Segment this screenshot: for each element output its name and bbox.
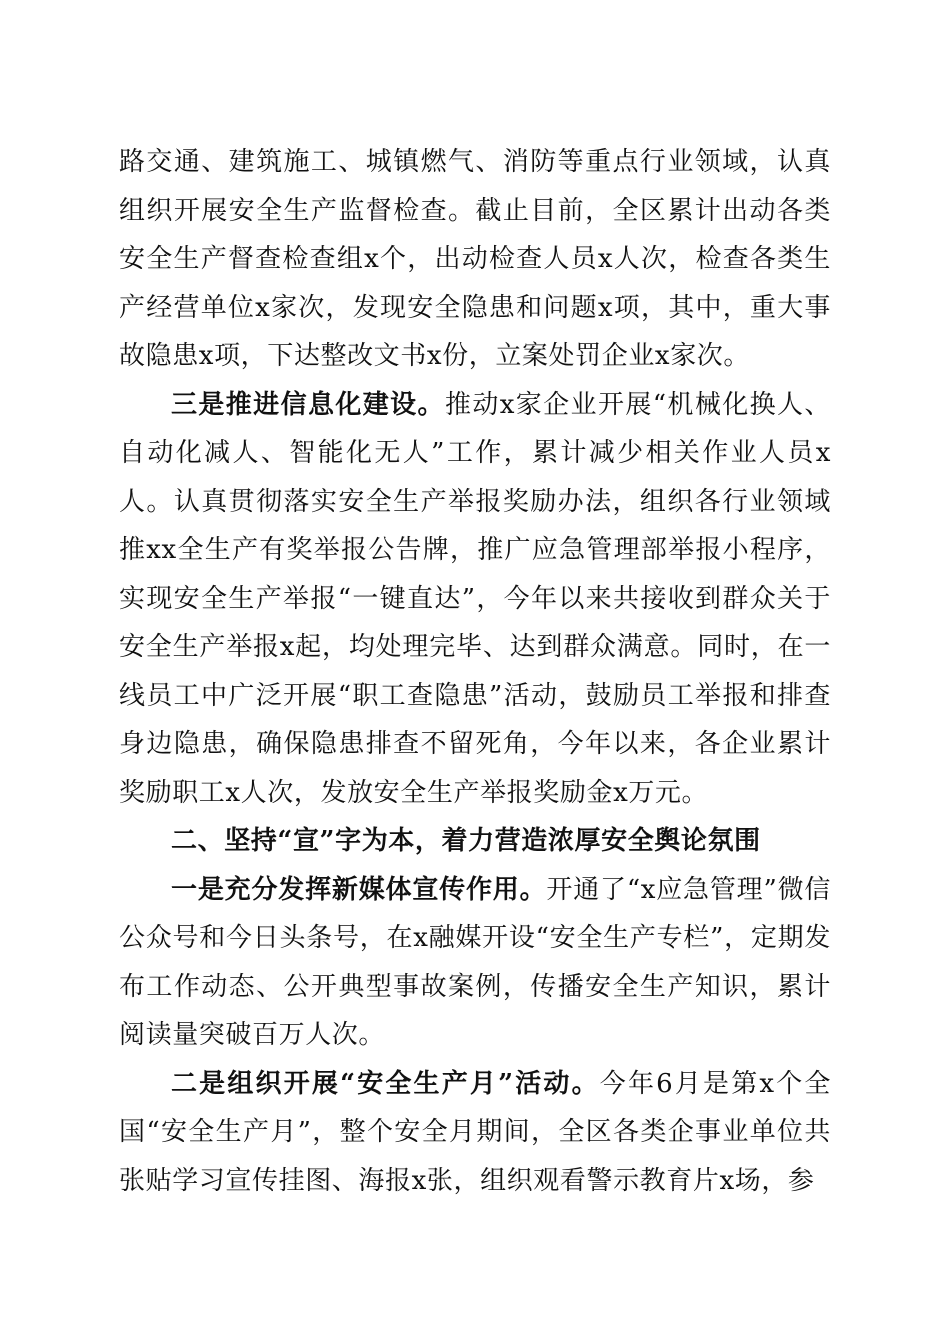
paragraph-inspection-summary [119,138,831,381]
section-heading: 二、坚持“宣”字为本，着力营造浓厚安全舆论氛围 [171,826,761,856]
paragraph-lead: 一是充分发挥新媒体宣传作用。 [171,874,547,905]
paragraph-text: 推动x家企业开展“机械化换人、自动化减人、智能化无人”工作，累计减少相关作业人员x人。认真贯彻落实安全生产举报奖励办法，组织各行业领域推xx全生产有奖举报公告牌，推广应急管理部举报小程序，实现安全生产举报“一键直达”，今年以来共接收到群众关于安全生产举报x起，均处理完毕、达到群众满意。同时，在一线员工中广泛开展“职工查隐患”活动，鼓励员工举报和排查身边隐患，确保隐患排查不留死角，今年以来，各企业累计奖励职工x人次，发放安全生产举报奖励金x万元。 [119,389,831,808]
paragraph-text: 今年6月是第x个全国“安全生产月”，整个安全月期间，全区各类企事业单位共张贴学习宣传挂图、海报x张，组织观看警示教育片x场，参 [119,1068,831,1196]
paragraph-informatization [119,381,831,818]
paragraph-text: 路交通、建筑施工、城镇燃气、消防等重点行业领域，认真组织开展安全生产监督检查。截止目前，全区累计出动各类安全生产督查检查组x个，出动检查人员x人次，检查各类生产经营单位x家次，发现安全隐患和问题x项，其中，重大事故隐患x项，下达整改文书x份，立案处罚企业x家次。 [119,147,831,371]
paragraph-lead: 三是推进信息化建设。 [171,389,445,420]
paragraph-lead: 二是组织开展“安全生产月”活动。 [171,1068,600,1099]
document-body [119,138,831,1205]
paragraph-new-media [119,866,831,1060]
paragraph-safety-month [119,1060,831,1206]
paragraph-text: 开通了“x应急管理”微信公众号和今日头条号，在x融媒开设“安全生产专栏”，定期发布工作动态、公开典型事故案例，传播安全生产知识，累计阅读量突破百万人次。 [119,874,831,1050]
